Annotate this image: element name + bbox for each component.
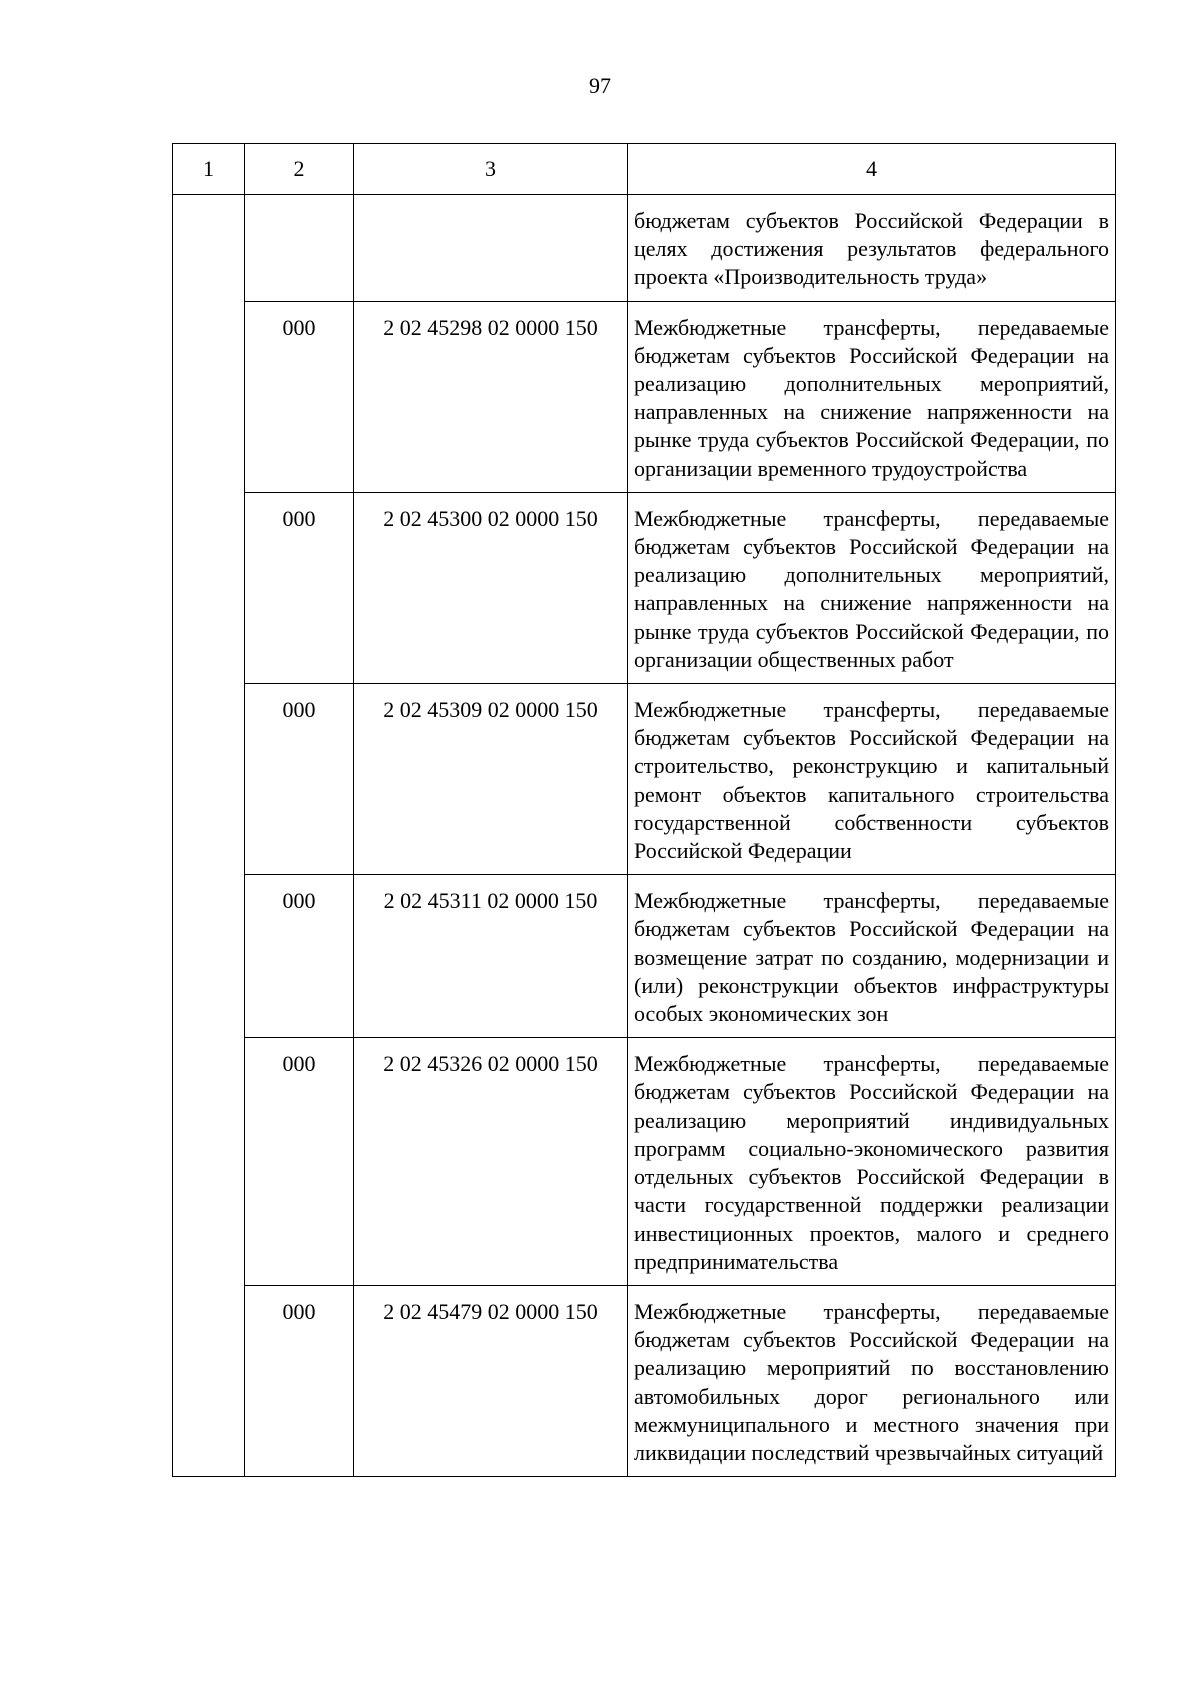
header-col-3: 3	[354, 144, 628, 195]
description-cell: Межбюджетные трансферты, передаваемые бюджетам субъектов Российской Федерации на реализацию мероприятий по восстановлению автомобильных дорог регионального или межмуниципального и местного значения при ликвидации последствий чрезвычайных ситуаций	[628, 1285, 1116, 1476]
admin-code-cell: 000	[245, 1285, 354, 1476]
page-number: 97	[589, 73, 611, 98]
budget-code-cell: 2 02 45326 02 0000 150	[354, 1038, 628, 1286]
description-cell: Межбюджетные трансферты, передаваемые бюджетам субъектов Российской Федерации на строительство, реконструкцию и капитальный ремонт объектов капитального строительства государственной собственности субъектов Российской Федерации	[628, 684, 1116, 875]
header-col-2: 2	[245, 144, 354, 195]
budget-code-cell: 2 02 45311 02 0000 150	[354, 875, 628, 1038]
table-row	[173, 1038, 1116, 1286]
budget-code-cell	[354, 195, 628, 302]
budget-code-table	[172, 143, 1116, 1477]
admin-code-cell	[245, 195, 354, 302]
admin-code-cell: 000	[245, 301, 354, 492]
admin-code-cell: 000	[245, 684, 354, 875]
budget-code-cell: 2 02 45309 02 0000 150	[354, 684, 628, 875]
header-col-1: 1	[173, 144, 245, 195]
table-row	[173, 684, 1116, 875]
table-row	[173, 1285, 1116, 1476]
description-cell: Межбюджетные трансферты, передаваемые бюджетам субъектов Российской Федерации на реализацию дополнительных мероприятий, направленных на снижение напряженности на рынке труда субъектов Российской Федерации, по организации временного трудоустройства	[628, 301, 1116, 492]
budget-code-cell: 2 02 45479 02 0000 150	[354, 1285, 628, 1476]
description-cell: Межбюджетные трансферты, передаваемые бюджетам субъектов Российской Федерации на возмещение затрат по созданию, модернизации и (или) реконструкции объектов инфраструктуры особых экономических зон	[628, 875, 1116, 1038]
table-row	[173, 301, 1116, 492]
admin-code-cell: 000	[245, 1038, 354, 1286]
description-cell: Межбюджетные трансферты, передаваемые бюджетам субъектов Российской Федерации на реализацию мероприятий индивидуальных программ социально-экономического развития отдельных субъектов Российской Федерации в части государственной поддержки реализации инвестиционных проектов, малого и среднего предпринимательства	[628, 1038, 1116, 1286]
budget-code-cell: 2 02 45298 02 0000 150	[354, 301, 628, 492]
table-row	[173, 492, 1116, 683]
description-cell: бюджетам субъектов Российской Федерации в целях достижения результатов федерального проекта «Производительность труда»	[628, 195, 1116, 302]
table-row	[173, 195, 1116, 302]
budget-code-cell: 2 02 45300 02 0000 150	[354, 492, 628, 683]
table-header-row	[173, 144, 1116, 195]
description-cell: Межбюджетные трансферты, передаваемые бюджетам субъектов Российской Федерации на реализацию дополнительных мероприятий, направленных на снижение напряженности на рынке труда субъектов Российской Федерации, по организации общественных работ	[628, 492, 1116, 683]
header-col-4: 4	[628, 144, 1116, 195]
empty-first-column-cell	[173, 195, 245, 1477]
table-row	[173, 875, 1116, 1038]
admin-code-cell: 000	[245, 492, 354, 683]
admin-code-cell: 000	[245, 875, 354, 1038]
